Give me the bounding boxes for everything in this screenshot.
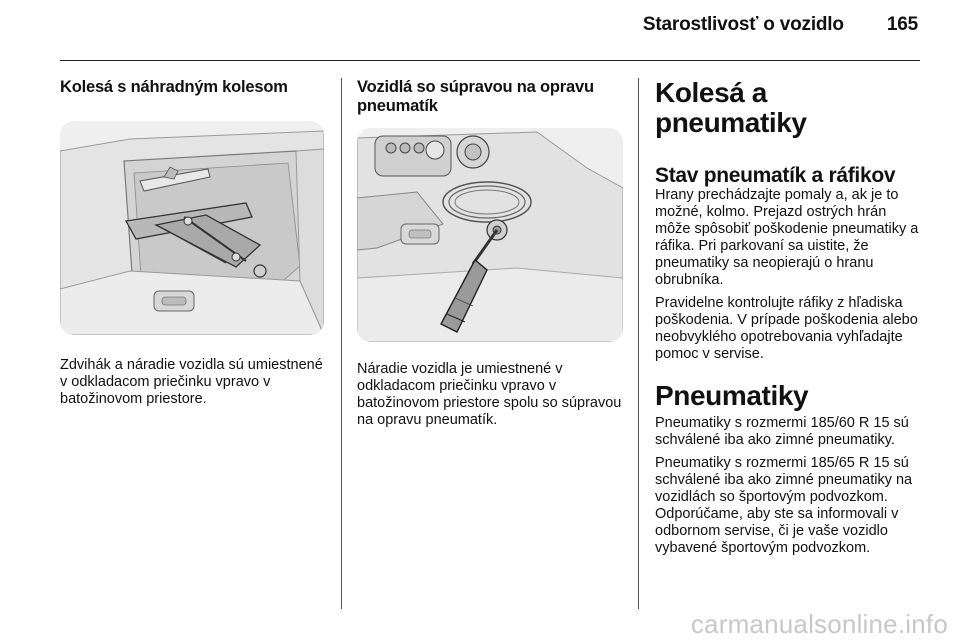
jack-and-tools-illustration: [60, 121, 324, 335]
paragraph-tyres-185-65: Pneumatiky s rozmermi 185/65 R 15 sú schválené iba ako zimné pneumatiky na vozidlách so športovým podvozkom.: [655, 455, 913, 505]
section-heading-spare-wheel: Kolesá s náhradným kolesom: [60, 78, 288, 96]
column-spare-wheel: [60, 78, 332, 408]
section-title-tyres: Pneumatiky: [655, 380, 809, 411]
column-wheels-and-tyres: [655, 78, 925, 557]
column-divider-1: [341, 78, 342, 609]
section-heading-repair-kit: Vozidlá so súpravou na opravu pneumatík: [357, 78, 594, 115]
caption-spare-wheel: Zdvihák a náradie vozidla sú umiestnené v odkladacom priečinku vpravo v batožinovom priestore.: [60, 357, 323, 407]
repair-kit-illustration: [357, 128, 623, 342]
section-title-wheels-tyres: Kolesá a pneumatiky: [655, 77, 807, 138]
caption-repair-kit: Náradie vozidla je umiestnené v odkladacom priečinku vpravo v batožinovom priestore spolu so súpravou na opravu pneumatík.: [357, 361, 622, 428]
column-repair-kit: [357, 78, 625, 429]
page-header: [643, 14, 918, 36]
subheading-tyre-condition: Stav pneumatík a ráfikov: [655, 164, 896, 187]
page-number: 165: [886, 14, 918, 35]
header-rule: [60, 60, 920, 61]
paragraph-kerbs: Hrany prechádzajte pomaly a, ak je to možné, kolmo. Prejazd ostrých hrán môže spôsobiť poškodenie pneumatiky a ráfika. Pri parkovaní sa uistite, že pneumatiky sa neopierajú o hranu obrubníka.: [655, 187, 919, 288]
paragraph-tyres-185-60: Pneumatiky s rozmermi 185/60 R 15 sú schválené iba ako zimné pneumatiky.: [655, 415, 909, 448]
section-title: Starostlivosť o vozidlo: [642, 14, 844, 35]
watermark: carmanualsonline.info: [690, 609, 948, 639]
paragraph-recommendation: Odporúčame, aby ste sa informovali v odbornom servise, či je vaše vozidlo vybavené športovým podvozkom.: [655, 506, 899, 556]
paragraph-check-rims: Pravidelne kontrolujte ráfiky z hľadiska poškodenia. V prípade poškodenia alebo neobvyklého opotrebovania vyhľadajte pomoc v servise.: [655, 295, 918, 362]
column-divider-2: [638, 78, 639, 609]
